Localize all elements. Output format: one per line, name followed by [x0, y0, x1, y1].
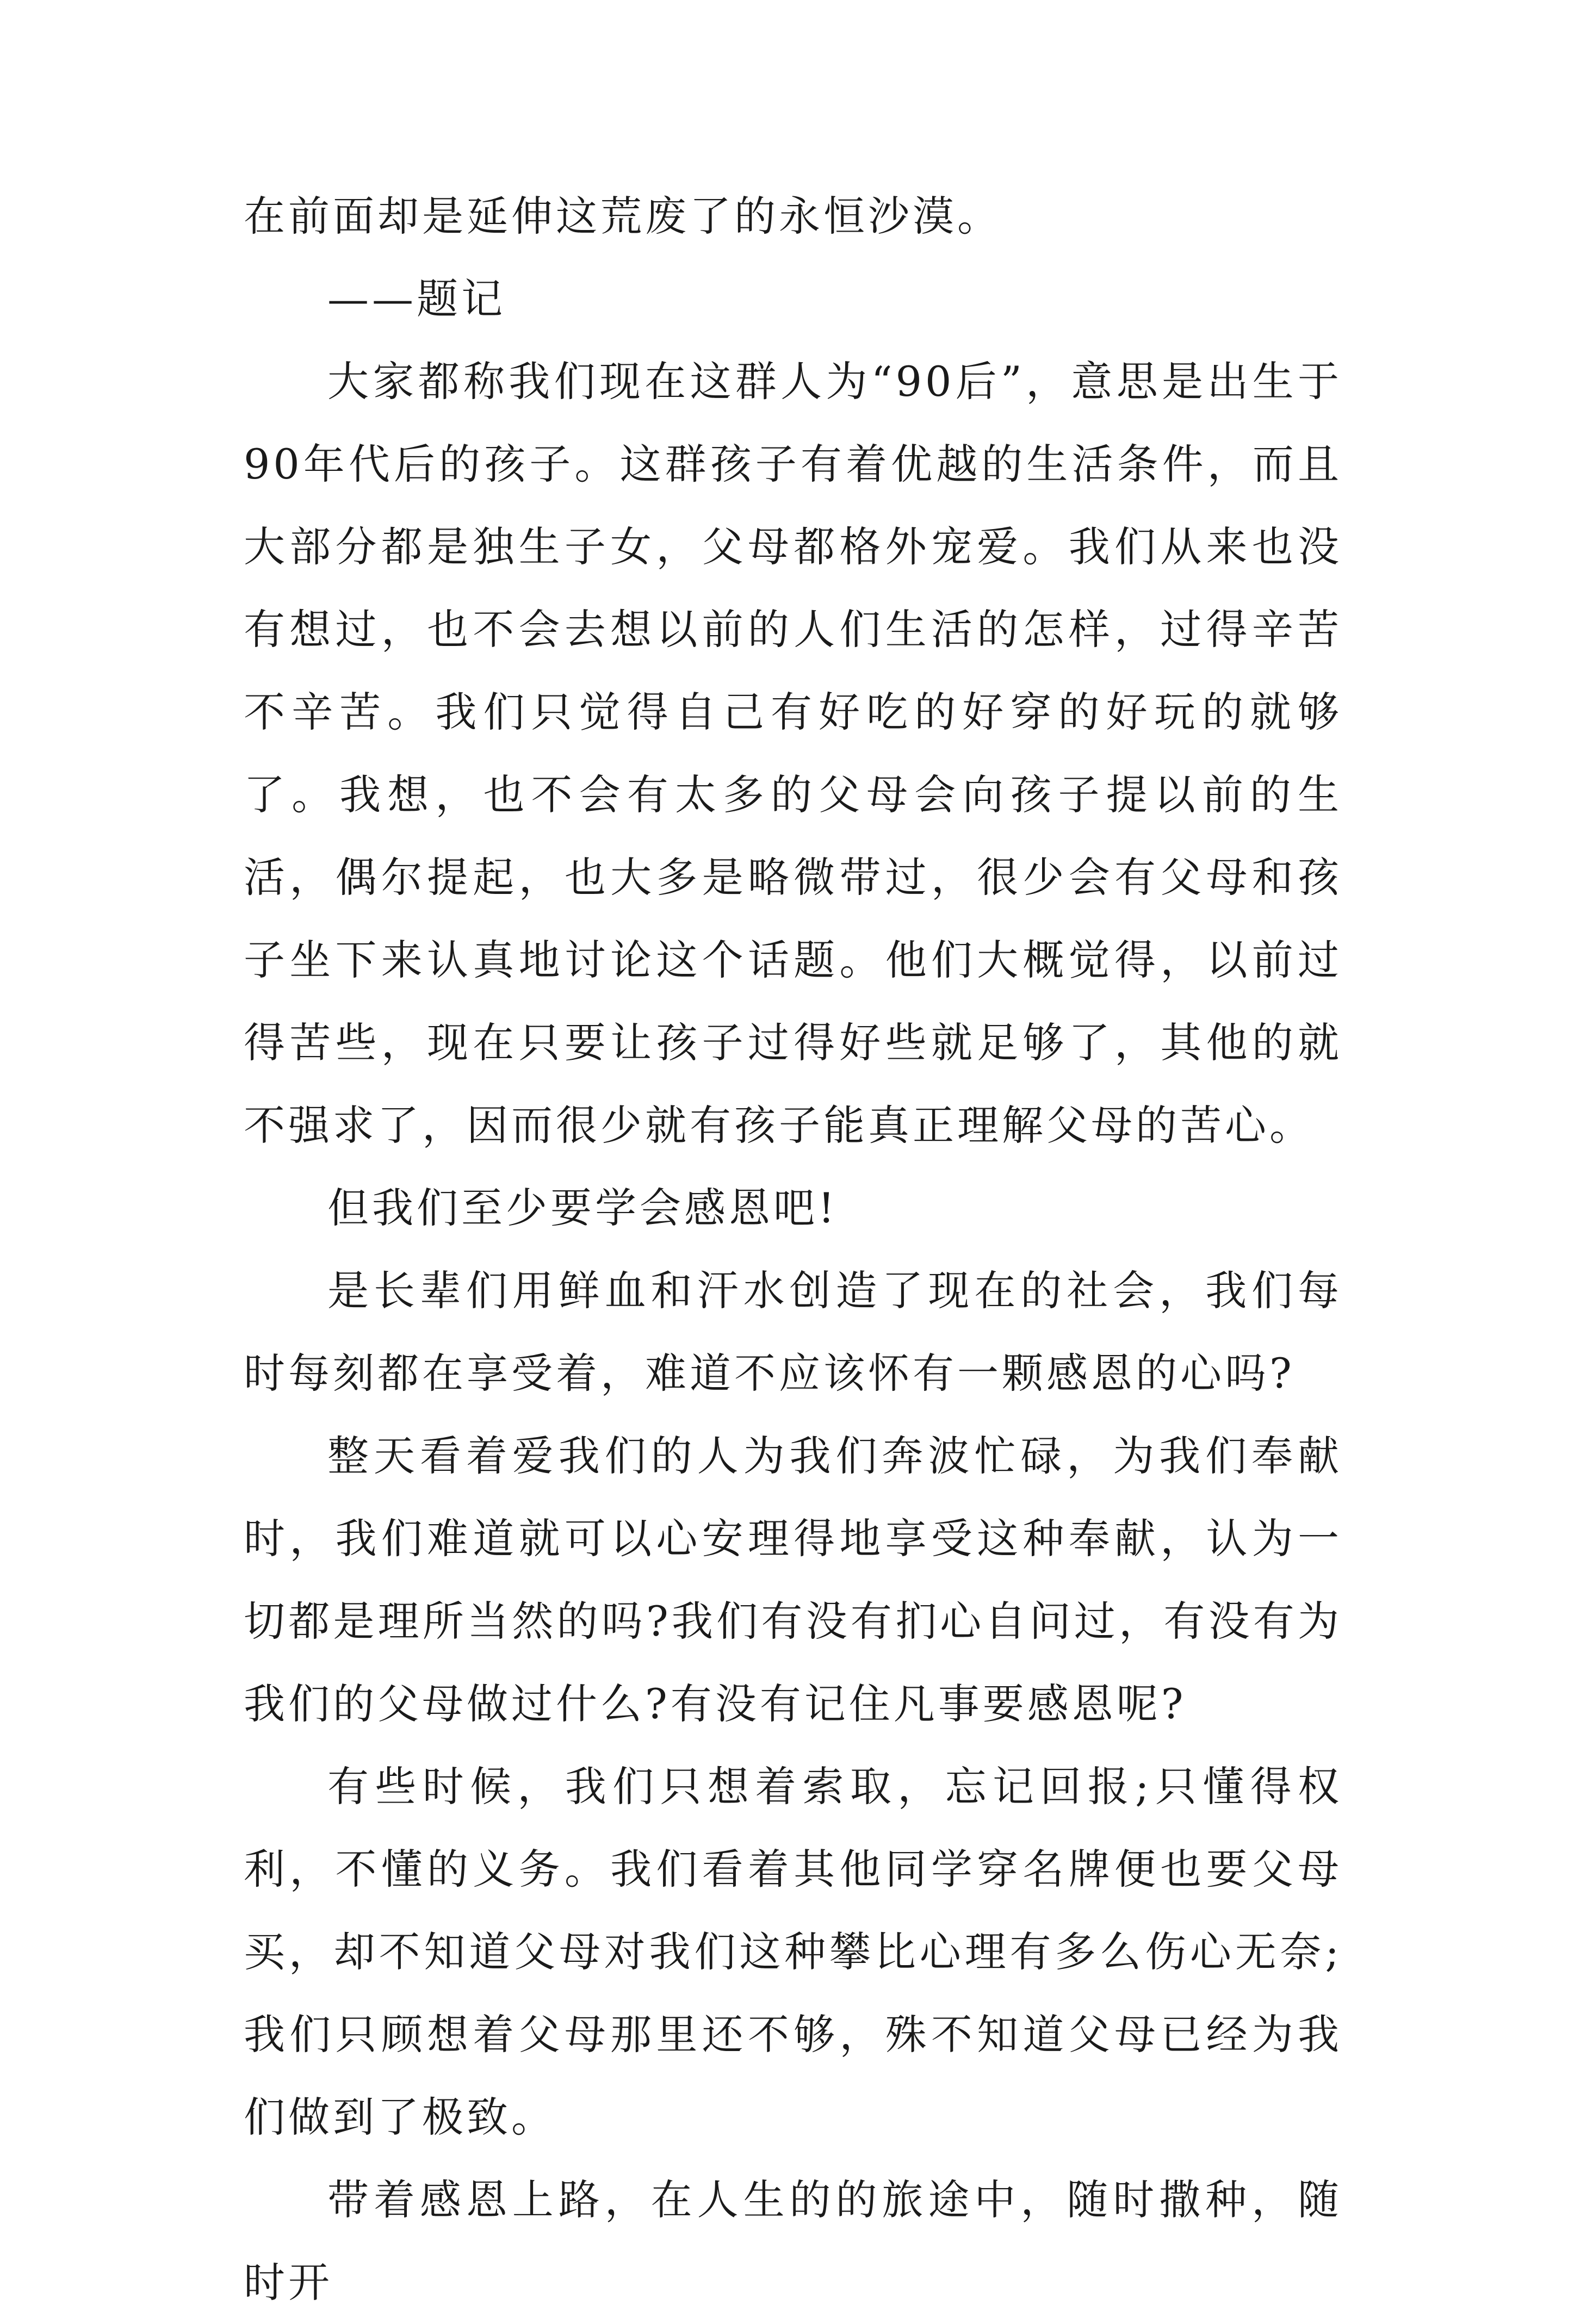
paragraph: 有些时候，我们只想着索取，忘记回报;只懂得权利，不懂的义务。我们看着其他同学穿名牌便也要父母买，却不知道父母对我们这种攀比心理有多么伤心无奈;我们只顾想着父母那里还不够，殊不知道父母已经为我们做到了极致。	[244, 1762, 1342, 2141]
paragraph: 带着感恩上路，在人生的的旅途中，随时撒种，随时开	[244, 2176, 1342, 2307]
paragraph: 大家都称我们现在这群人为“90后”，意思是出生于90年代后的孩子。这群孩子有着优越的生活条件，而且大部分都是独生子女，父母都格外宠爱。我们从来也没有想过，也不会去想以前的人们生活的怎样，过得辛苦不辛苦。我们只觉得自己有好吃的好穿的好玩的就够了。我想，也不会有太多的父母会向孩子提以前的生活，偶尔提起，也大多是略微带过，很少会有父母和孩子坐下来认真地讨论这个话题。他们大概觉得，以前过得苦些，现在只要让孩子过得好些就足够了，其他的就不强求了，因而很少就有孩子能真正理解父母的苦心。	[244, 357, 1342, 1149]
paragraph-continuation: 在前面却是延伸这荒废了的永恒沙漠。	[244, 192, 1002, 240]
paragraph: 是长辈们用鲜血和汗水创造了现在的社会，我们每时每刻都在享受着，难道不应该怀有一颗感恩的心吗?	[244, 1266, 1342, 1397]
document-body	[244, 175, 1342, 2324]
epigraph-attribution: ——题记	[327, 275, 506, 323]
paragraph: 但我们至少要学会感恩吧!	[327, 1184, 838, 1232]
paragraph: 整天看着爱我们的人为我们奔波忙碌，为我们奉献时，我们难道就可以心安理得地享受这种奉献，认为一切都是理所当然的吗?我们有没有扪心自问过，有没有为我们的父母做过什么?有没有记住凡事要感恩呢?	[244, 1432, 1342, 1728]
